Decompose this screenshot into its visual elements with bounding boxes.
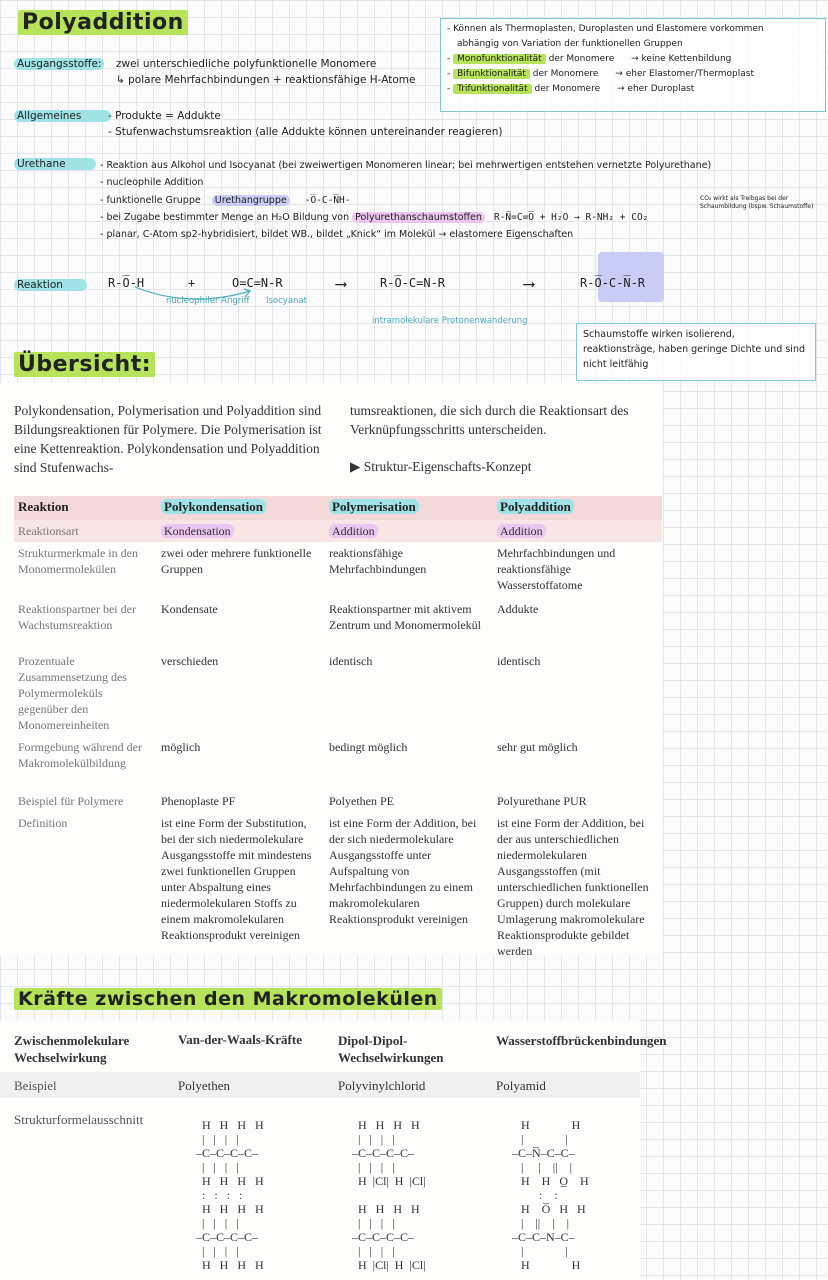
cell: bedingt möglich (329, 740, 408, 754)
cell: Addukte (497, 602, 539, 616)
row-label: Beispiel für Polymere (18, 794, 124, 808)
beispiel-pa: Polyamid (496, 1078, 546, 1093)
cell: Reaktionspartner mit aktivem Zentrum und Monomermolekül (329, 602, 481, 632)
table-row (14, 790, 662, 812)
beispiel-label: Beispiel (14, 1078, 57, 1093)
cell: zwei oder mehrere funktionelle Gruppen (161, 546, 312, 576)
row-label: Strukturmerkmale in den Monomermolekülen (18, 546, 138, 576)
cell: Addition (493, 520, 662, 542)
concept-link: ▶ Struktur-Eigenschafts-Konzept (350, 459, 532, 474)
table-row (14, 520, 662, 542)
cell: Kondensate (161, 602, 218, 616)
urethane-label: Urethane (14, 158, 96, 170)
cell: reaktionsfähige Mehrfachbindungen (329, 546, 427, 576)
reaktion-label: Reaktion (14, 279, 87, 291)
intermediate: R-O̅-C=N-R (380, 276, 446, 290)
table-row (14, 650, 662, 736)
urethane-line5: - planar, C-Atom sp2-hybridisiert, bildet WB., bildet „Knick“ im Molekül → elastomere Eigenschaften (100, 229, 574, 240)
co2-note: CO₂ wirkt als Treibgas bei der Schaumbildung (bspw. Schaumstoffe) (700, 195, 814, 210)
ausgangsstoffe-label: Ausgangsstoffe: (14, 58, 104, 70)
allgemeines-label: Allgemeines (14, 110, 111, 122)
table-row (14, 542, 662, 598)
struktur-label: Strukturformelausschnitt (14, 1112, 144, 1127)
info-line2: abhängig von Variation der funktionellen Gruppen (457, 39, 683, 49)
th-polymerisation: Polymerisation (325, 496, 493, 520)
product: R-O̅-C-N̅-R (580, 276, 646, 290)
ausgangsstoffe-line1: zwei unterschiedliche polyfunktionelle Monomere (116, 58, 377, 70)
row-label: Reaktionsart (14, 520, 157, 542)
cell: verschieden (161, 654, 219, 668)
cell: Polyurethane PUR (497, 794, 587, 808)
reaction-arrow-1: ⟶ (336, 274, 346, 293)
cell: Addition (325, 520, 493, 542)
info-line1: - Können als Thermoplasten, Duroplasten und Elastomere vorkommen (447, 24, 764, 34)
urethane-line3: - funktionelle Gruppe Urethangruppe -O̅-C-N̅H- (100, 195, 351, 206)
reactant-alcohol: R-O̅-H (108, 276, 145, 290)
cell: Mehrfachbindungen und reaktionsfähige Wasserstoffatome (497, 546, 616, 592)
cell: ist eine Form der Addition, bei der sich niedermolekulare Ausgangsstoffe unter Aufspaltung von Mehrfachbindungen zu einem makromolekularen Reaktionsprodukt vereinigen (329, 816, 477, 926)
intro-right: tumsreaktionen, die sich durch die Reaktionsart des Verknüpfungsschritts unterscheiden. (350, 403, 629, 437)
pa-structure-drawing: H H | | –C–N̅–C–C– | | || | H H O̲ H : : H O̅ H H | || | | –C–C–N–C– | | H H (512, 1118, 589, 1272)
cell: ist eine Form der Addition, bei der aus unterschiedlichen niedermolekularen Ausgangsstoffen (mit unterschiedlichen funktionellen Gruppen) durch molekulare Umlagerung makromolekulare Reaktionsprodukte gebildet werden (497, 816, 649, 958)
page-title: Polyaddition (18, 10, 188, 35)
urethane-line4: - bei Zugabe bestimmter Menge an H₂O Bildung von Polyurethanschaumstoffen R-N̅=C=O̅ + H₂O → R-NH₂ + CO₂ (100, 212, 649, 223)
th-wasserstoff: Wasserstoffbrückenbindungen (496, 1033, 667, 1048)
row-label: Formgebung während der Makromolekülbildung (18, 740, 142, 770)
beispiel-pe: Polyethen (178, 1078, 230, 1093)
cell: identisch (497, 654, 541, 668)
pe-structure-drawing: H H H H | | | | –C–C–C–C– | | | | H H H H : : : : H H H H | | | | –C–C–C–C– | | | | H H H H (196, 1118, 264, 1272)
cell: sehr gut möglich (497, 740, 578, 754)
th-polykondensation: Polykondensation (157, 496, 325, 520)
row-label: Reaktionspartner bei der Wachstumsreaktion (18, 602, 136, 632)
table-row (14, 736, 662, 790)
table-header-row (14, 496, 662, 520)
kraefte-title: Kräfte zwischen den Makromolekülen (14, 988, 442, 1010)
cell: Polyethen PE (329, 794, 394, 808)
reaction-plus: + (188, 276, 196, 290)
pvc-structure-drawing: H H H H | | | | –C–C–C–C– | | | | H |Cl| H |Cl| H H H H | | | | –C–C–C–C– | | | | H |Cl| H |Cl| (352, 1118, 426, 1272)
table-row (14, 598, 662, 650)
reaction-arrow-2: ⟶ (524, 274, 534, 293)
info-row-tri: - Trifunktionalität der Monomere → eher Duroplast (447, 84, 695, 94)
uebersicht-title: Übersicht: (14, 352, 155, 377)
cell: Phenoplaste PF (161, 794, 236, 808)
ausgangsstoffe-line2: ↳ polare Mehrfachbindungen + reaktionsfähige H-Atome (116, 74, 416, 86)
note-nucleophil: nucleophiler Angriff (166, 296, 250, 306)
beispiel-pvc: Polyvinylchlorid (338, 1078, 426, 1093)
th-reaktion: Reaktion (14, 496, 157, 520)
info-row-bi: - Bifunktionalität der Monomere → eher Elastomer/Thermoplast (447, 69, 755, 79)
note-isocyanat: Isocyanat (266, 296, 307, 306)
note-proton: intramolekulare Protonenwanderung (372, 316, 528, 326)
cell: Kondensation (157, 520, 325, 542)
cell: identisch (329, 654, 373, 668)
info-row-mono: - Monofunktionalität der Monomere → keine Kettenbildung (447, 54, 732, 64)
th-polyaddition: Polyaddition (493, 496, 662, 520)
allgemeines-line2: - Stufenwachstumsreaktion (alle Addukte können untereinander reagieren) (108, 126, 503, 138)
th-dipol: Dipol-Dipol-Wechselwirkungen (338, 1033, 444, 1065)
urethane-line2: - nucleophile Addition (100, 177, 204, 188)
allgemeines-line1: - Produkte = Addukte (108, 110, 221, 122)
row-label: Prozentuale Zusammensetzung des Polymermoleküls gegenüber den Monomereinheiten (18, 654, 127, 732)
th-wechselwirkung: Zwischenmolekulare Wechselwirkung (14, 1033, 130, 1065)
reactant-isocyanate: O=C=N-R (232, 276, 283, 290)
info-box (440, 18, 826, 112)
table-row (14, 812, 662, 962)
th-vdw: Van-der-Waals-Kräfte (178, 1032, 302, 1047)
cell: möglich (161, 740, 201, 754)
intro-left: Polykondensation, Polymerisation und Polyaddition sind Bildungsreaktionen für Polymere. Die Polymerisation ist eine Kettenreaktion. Polykondensation und Polyaddition sind Stufenwachs- (14, 403, 322, 475)
row-label: Definition (18, 816, 68, 830)
urethane-line1: - Reaktion aus Alkohol und Isocyanat (bei zweiwertigen Monomeren linear; bei mehrwertigen entstehen vernetzte Polyurethane) (100, 160, 712, 171)
schaumstoff-box: Schaumstoffe wirken isolierend, reaktionsträge, haben geringe Dichte und sind nicht leitfähig (576, 323, 816, 381)
cell: ist eine Form der Substitution, bei der sich niedermolekulare Ausgangsstoffe mit mindestens zwei funktionellen Gruppen unter Abspaltung eines niedermolekularen Stoffs zu einem makromolekularen Reaktionsprodukt vereinigen (161, 816, 312, 942)
textbook-forces-section (0, 1020, 667, 1280)
textbook-table-section (0, 383, 662, 958)
reaction-comparison-table (14, 496, 662, 962)
